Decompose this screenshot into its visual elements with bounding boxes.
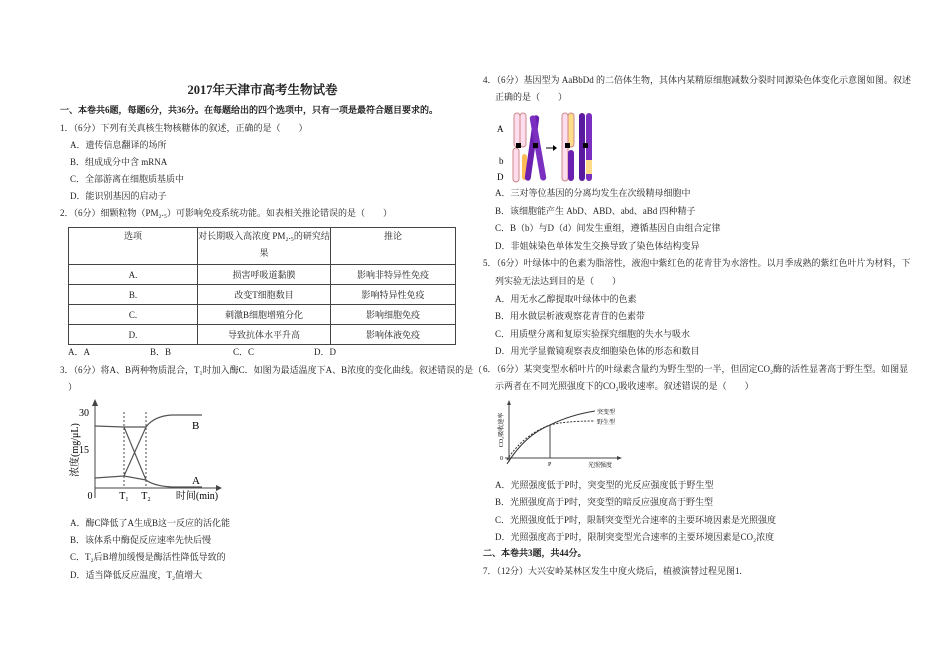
y-tick: 30 [79,408,89,419]
table-header: 推论 [331,228,456,265]
option: C．光照强度低于P时，限制突变型光合速率的主要环境因素是光照强度 [495,515,777,525]
option: B．组成成分中含 mRNA [70,157,168,167]
question-7: 7．（12分）大兴安岭某林区发生中度火烧后，植被演替过程见图1. [483,566,742,576]
enzyme-concentration-chart [62,398,232,503]
option: B．用水做层析液观察花青苷的色素带 [495,311,646,321]
option: C．用质壁分离和复原实验探究细胞的失水与吸水 [495,329,691,339]
option: C．C [233,347,255,357]
x-axis-label: 光照强度 [588,463,613,469]
x-tick: T₁ [119,491,129,502]
table-row [69,285,456,305]
option: C．全部游离在细胞质基质中 [70,174,185,184]
table-cell: A. [69,265,198,285]
table-cell: 影响非特异性免疫 [331,265,456,285]
table-cell: 影响体液免疫 [331,325,456,345]
question-1: 1．（6分）下列有关真核生物核糖体的叙述，正确的是（ ） [60,123,308,133]
table-header: 对长期吸入高浓度 PM₂.₅的研究结 果 [198,228,331,265]
curve-label-a: A [192,475,200,487]
option: B．B [150,347,172,357]
chromosome-pair-before [513,113,547,182]
table-cell: 影响细胞免疫 [331,305,456,325]
table-cell: 导致抗体水平升高 [198,325,331,345]
question-6-end: 示两者在不同光照强度下的CO₂吸收速率。叙述错误的是（ ） [495,381,754,391]
gene-label: b [499,156,504,166]
option: D．光照强度高于P时，限制突变型光合速率的主要环境因素是CO₂浓度 [495,532,775,542]
legend-mutant: 突变型 [597,410,616,416]
section-heading-1: 一、本卷共6题，每题6分，共36分。在每题给出的四个选项中，只有一项是最符合题目要求的。 [60,105,439,115]
table-cell: 改变T细胞数目 [198,285,331,305]
option: D．用光学显微镜观察表皮细胞染色体的形态和数目 [495,346,700,356]
table-header-row [69,228,456,265]
option: D．能识别基因的启动子 [70,191,167,201]
section-heading-2: 二、本卷共3题，共44分。 [483,548,587,558]
y-axis-arrow [92,399,98,406]
y-axis-label: 浓度(mg/μL) [70,423,81,477]
curve-a-start [95,476,146,480]
co2-absorption-chart [495,400,625,470]
question-5-end: 列实验无法达到目的是（ ） [495,276,622,286]
question-3: 3．（6分）将A、B两种物质混合，T₁时加入酶C．如图为最适温度下A、B浓度的变化曲线。叙述错误的是（ [60,365,483,375]
table-cell: C. [69,305,198,325]
curve-b [95,415,202,427]
chromosome-pair-after [562,113,592,181]
table-row [69,305,456,325]
option: C．B（b）与D（d）间发生重组，遵循基因自由组合定律 [495,223,721,233]
question-4-end: 正确的是（ ） [495,92,568,102]
option: A．用无水乙醇提取叶绿体中的色素 [495,294,637,304]
origin-label: 0 [87,491,93,502]
table-cell: B. [69,285,198,305]
table-cell: 刺激B细胞增殖分化 [198,305,331,325]
option: A．三对等位基因的分离均发生在次级精母细胞中 [495,188,691,198]
arrow-icon [546,145,557,151]
curve-wild [507,421,595,460]
gene-label: A [497,124,504,134]
y-axis-label: CO₂吸收速率 [499,412,505,448]
page-title: 2017年天津市高考生物试卷 [187,83,338,97]
pm25-table [68,227,456,345]
origin-label: 0 [500,456,503,462]
curve-label-b: B [192,420,200,432]
option: D．非姐妹染色单体发生交换导致了染色体结构变异 [495,241,700,251]
table-row [69,265,456,285]
table-header: 选项 [69,228,198,265]
chromosome-figure [495,110,595,186]
option: A．光照强度低于P时，突变型的光反应强度低于野生型 [495,480,714,490]
option: A．A [68,347,90,357]
option: A．酶C降低了A生成B这一反应的活化能 [70,518,231,528]
option: B．光照强度高于P时，突变型的暗反应强度高于野生型 [495,497,714,507]
legend-wild: 野生型 [597,420,616,426]
table-row [69,325,456,345]
x-tick: T₂ [141,491,151,502]
x-axis-label: 时间(min) [175,491,219,502]
option: B．该细胞能产生 AbD、ABD、abd、aBd 四种精子 [495,206,696,216]
question-4: 4．（6分）基因型为 AaBbDd 的二倍体生物，其体内某精原细胞减数分裂时同源染色体变化示意图如图。叙述 [483,75,911,85]
question-3-end: ） [68,382,78,392]
y-tick: 15 [79,445,89,456]
option: A．遗传信息翻译的场所 [70,140,167,150]
table-cell: D. [69,325,198,345]
question-5: 5．（6分）叶绿体中的色素为脂溶性，液泡中紫红色的花青苷为水溶性。以月季成熟的紫红色叶片为材料，下 [483,258,911,268]
question-6: 6．（6分）某突变型水稻叶片的叶绿素含量约为野生型的一半，但固定CO₂酶的活性显著高于野生型。如图显 [483,364,909,374]
option: D．适当降低反应温度，T₂值增大 [70,570,203,580]
question-2: 2．（6分）细颗粒物（PM₂.₅）可影响免疫系统功能。如表相关推论错误的是（ ） [60,208,393,218]
gene-label: D [497,172,504,182]
table-cell: 影响特异性免疫 [331,285,456,305]
option: C．T₂后B增加缓慢是酶活性降低导致的 [70,552,226,562]
table-cell: 损害呼吸道黏膜 [198,265,331,285]
curve-mutant [507,411,595,464]
option: D．D [314,347,336,357]
x-tick: P [548,462,552,468]
option: B．该体系中酶促反应速率先快后慢 [70,535,212,545]
